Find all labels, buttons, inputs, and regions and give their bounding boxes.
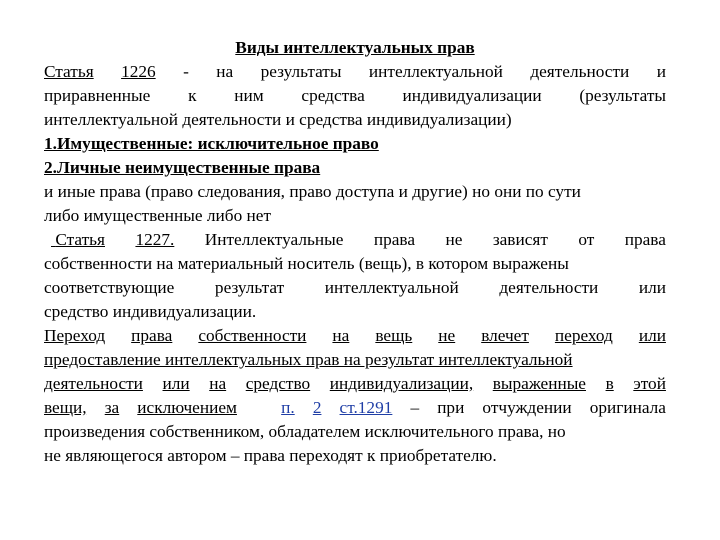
word: собственности bbox=[198, 326, 307, 345]
word: – bbox=[410, 398, 420, 417]
word: деятельности bbox=[499, 278, 599, 297]
other-rights-line-1: и иные права (право следования, право доступа и другие) но они по сути bbox=[44, 182, 581, 201]
article-1226-line-2 bbox=[44, 84, 666, 108]
word: влечет bbox=[481, 326, 529, 345]
word: интеллектуальной bbox=[324, 278, 459, 297]
word: интеллектуальной bbox=[368, 62, 503, 81]
word: результаты bbox=[260, 62, 342, 81]
word: на bbox=[216, 62, 234, 81]
transfer-line-1 bbox=[44, 324, 666, 348]
word: или bbox=[638, 326, 666, 345]
link-paragraph-number[interactable]: 2 bbox=[312, 398, 322, 417]
link-paragraph[interactable]: п. bbox=[281, 398, 295, 417]
word: в bbox=[605, 374, 614, 393]
word: вещь bbox=[375, 326, 413, 345]
word: результат bbox=[214, 278, 285, 297]
list-item-property-rights: 1.Имущественные: исключительное право bbox=[44, 134, 379, 153]
word: этой bbox=[633, 374, 666, 393]
word: деятельности bbox=[44, 374, 143, 393]
word: вещи, bbox=[44, 398, 87, 417]
word: исключением bbox=[137, 398, 237, 417]
article-1227-line-4: средство индивидуализации. bbox=[44, 302, 257, 321]
word: за bbox=[104, 398, 120, 417]
other-rights-line-2: либо имущественные либо нет bbox=[44, 206, 272, 225]
word: выраженные bbox=[492, 374, 586, 393]
transfer-line-4 bbox=[44, 396, 666, 420]
list-item-personal-rights: 2.Личные неимущественные права bbox=[44, 158, 321, 177]
transfer-line-3 bbox=[44, 372, 666, 396]
word: ним bbox=[234, 86, 264, 105]
transfer-line-2: предоставление интеллектуальных прав на результат интеллектуальной bbox=[44, 350, 573, 369]
document-page bbox=[44, 36, 666, 468]
word: приравненные bbox=[44, 86, 151, 105]
word: Интеллектуальные bbox=[204, 230, 344, 249]
word: и bbox=[656, 62, 666, 81]
article-1227-line-1 bbox=[44, 228, 666, 252]
word: отчуждении bbox=[482, 398, 572, 417]
word: 1227. bbox=[135, 230, 175, 249]
word: (результаты bbox=[579, 86, 666, 105]
word: Статья bbox=[44, 62, 94, 81]
word: 1226 bbox=[121, 62, 156, 81]
article-1227-line-2: собственности на материальный носитель (вещь), в котором выражены bbox=[44, 254, 569, 273]
article-1227-line-3 bbox=[44, 276, 666, 300]
word: права bbox=[373, 230, 416, 249]
transfer-line-6: не являющегося автором – права переходят к приобретателю. bbox=[44, 446, 497, 465]
word: права bbox=[131, 326, 173, 345]
article-1226-line-1 bbox=[44, 60, 666, 84]
word: оригинала bbox=[589, 398, 666, 417]
word: переход bbox=[554, 326, 613, 345]
word: - bbox=[183, 62, 189, 81]
word: индивидуализации, bbox=[329, 374, 474, 393]
word: на bbox=[209, 374, 227, 393]
word: не bbox=[438, 326, 456, 345]
document-title: Виды интеллектуальных прав bbox=[235, 38, 475, 57]
word: при bbox=[437, 398, 465, 417]
article-1227-ref: Статья bbox=[55, 230, 105, 249]
word: индивидуализации bbox=[402, 86, 542, 105]
word: права bbox=[624, 230, 666, 249]
article-1226-line-3: интеллектуальной деятельности и средства индивидуализации) bbox=[44, 110, 512, 129]
word: деятельности bbox=[530, 62, 630, 81]
word: или bbox=[162, 374, 190, 393]
word: или bbox=[638, 278, 666, 297]
word: от bbox=[578, 230, 595, 249]
word: к bbox=[188, 86, 197, 105]
word: не bbox=[445, 230, 463, 249]
word: средство bbox=[245, 374, 311, 393]
word: Переход bbox=[44, 326, 106, 345]
word: зависят bbox=[492, 230, 548, 249]
word: средства bbox=[301, 86, 365, 105]
link-article-1291[interactable]: ст.1291 bbox=[339, 398, 393, 417]
transfer-line-5: произведения собственником, обладателем исключительного права, но bbox=[44, 422, 566, 441]
underline-gap bbox=[255, 396, 263, 420]
word: соответствующие bbox=[44, 278, 175, 297]
word: на bbox=[332, 326, 350, 345]
